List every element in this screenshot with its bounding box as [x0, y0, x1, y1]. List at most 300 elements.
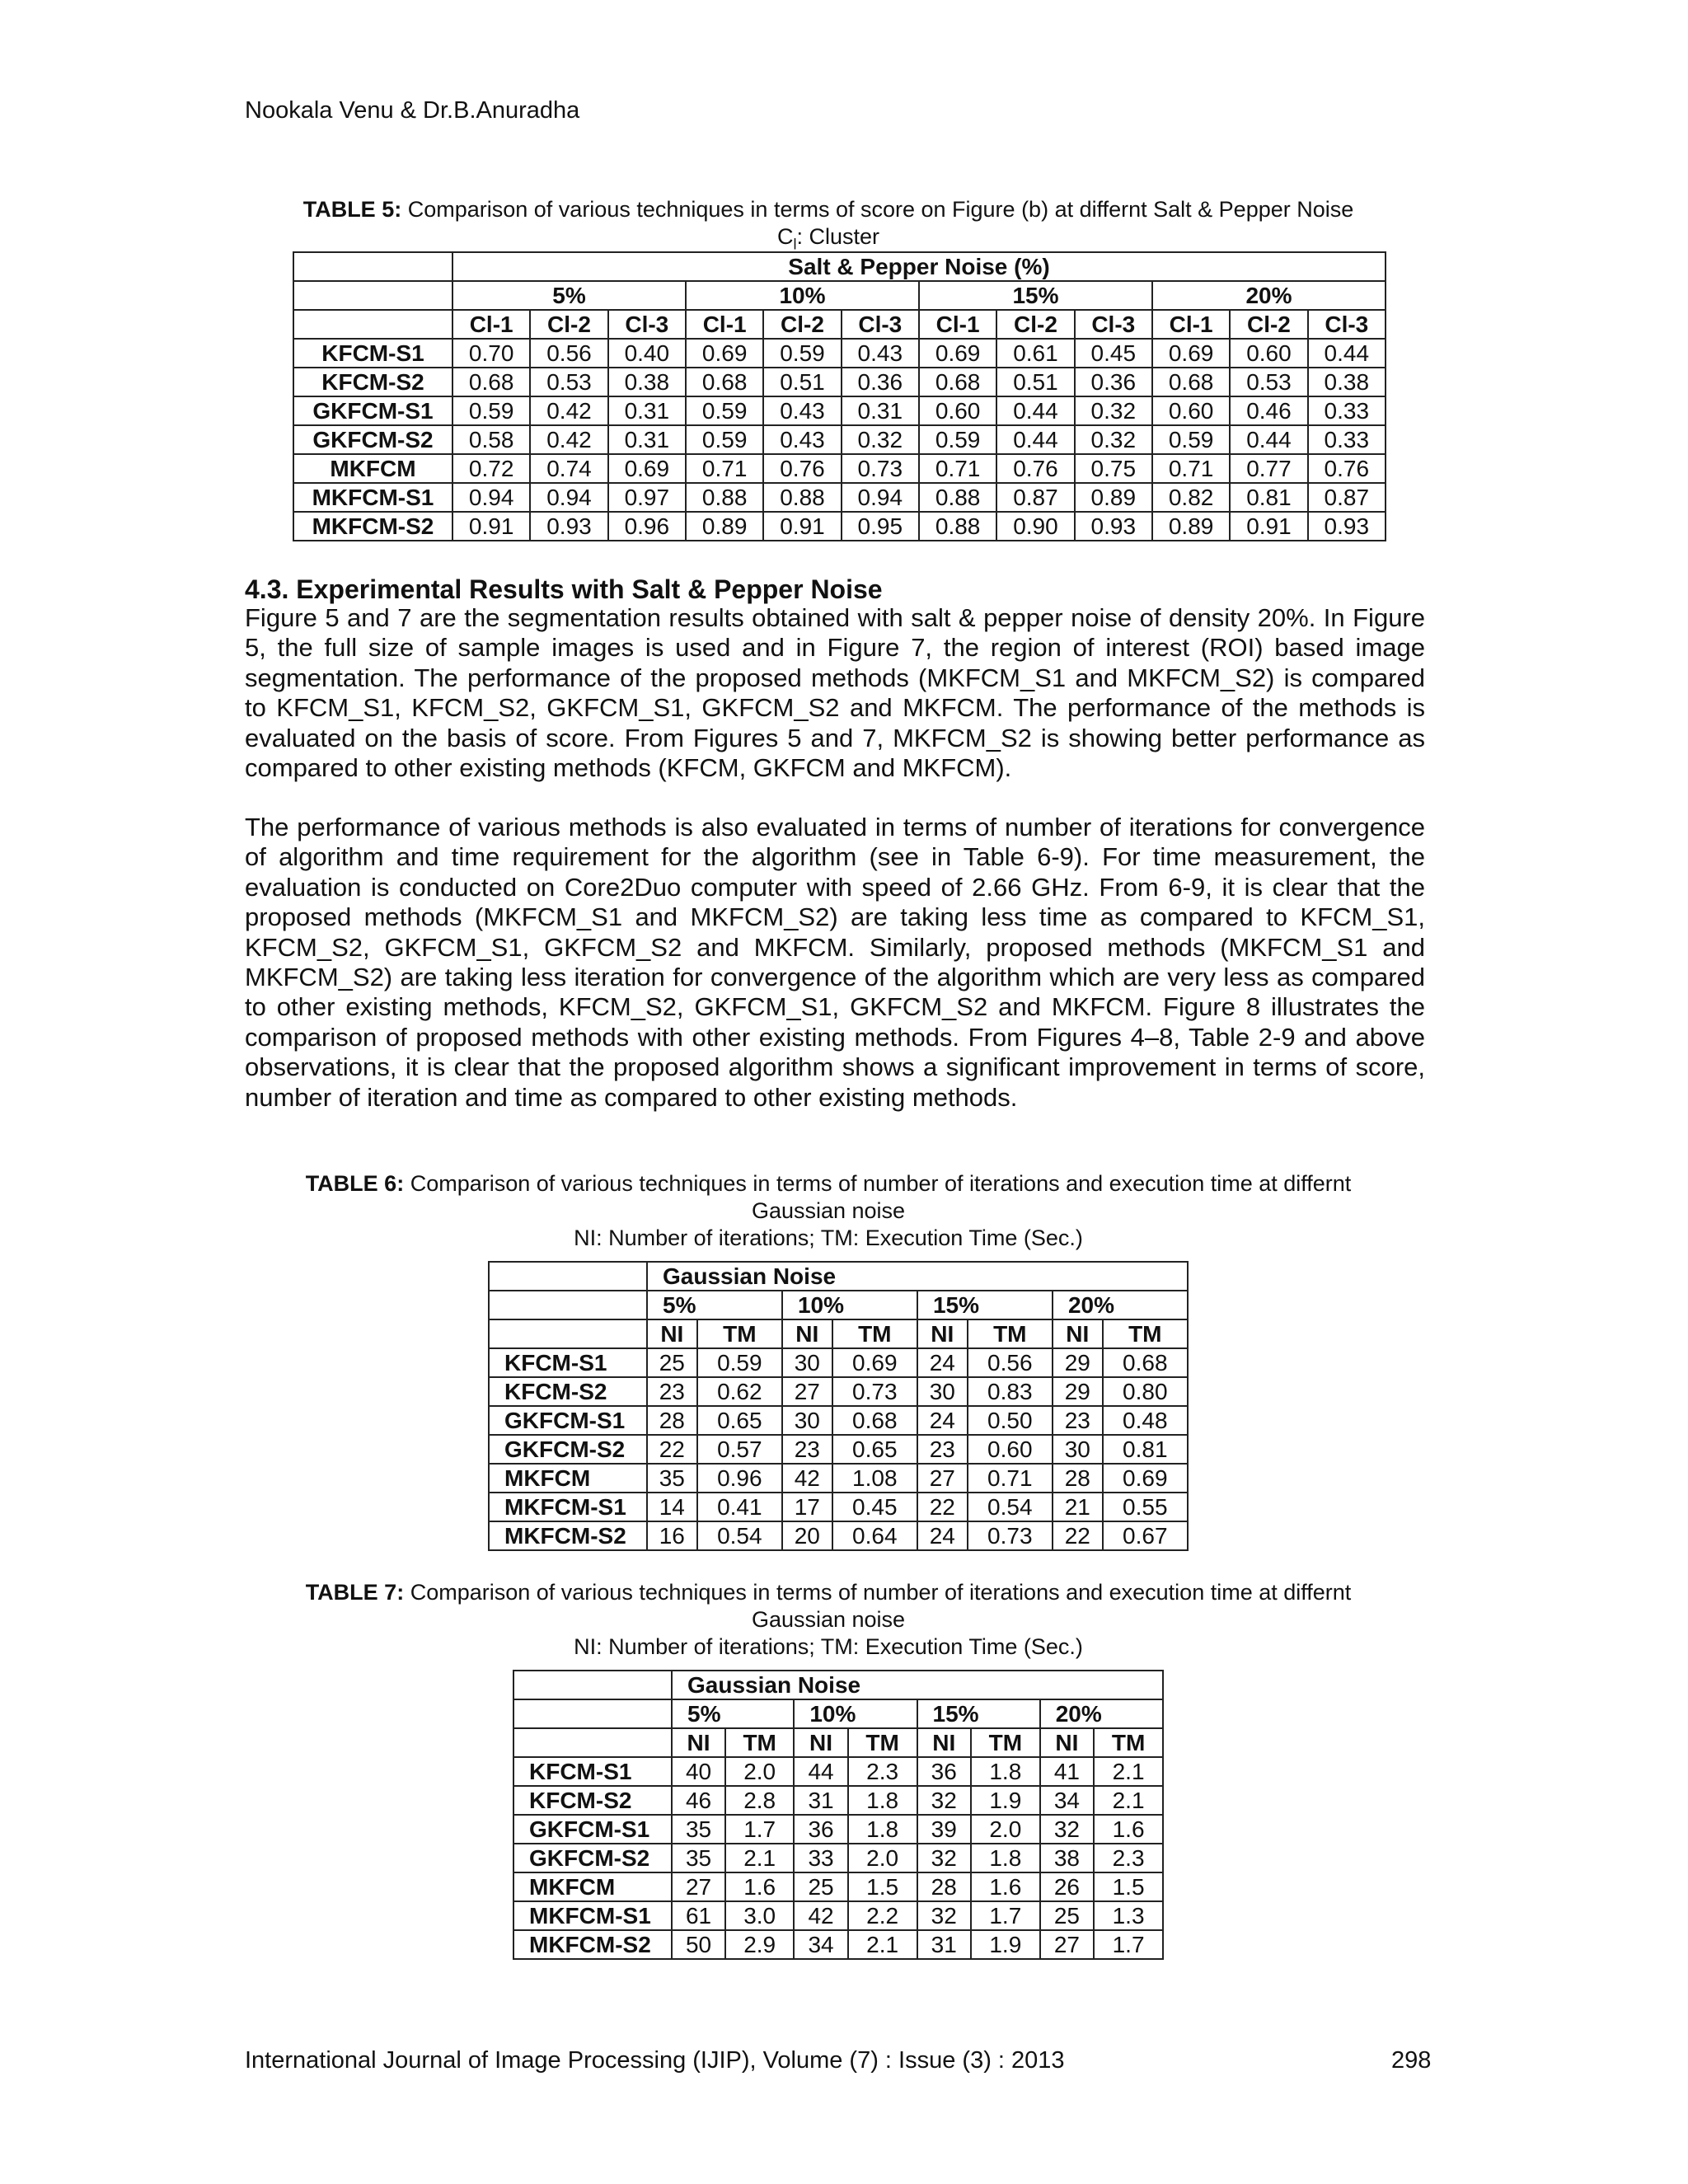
table5-cell: 0.46 [1230, 396, 1307, 425]
table6-corner-cell [489, 1291, 647, 1319]
table6-cell: 0.55 [1103, 1493, 1188, 1521]
table5-cell: 0.68 [452, 368, 530, 396]
table6-cell: 0.73 [968, 1521, 1053, 1550]
table5-cell: 0.43 [763, 425, 841, 454]
table5-cell: 0.73 [842, 454, 919, 483]
section-heading: 4.3. Experimental Results with Salt & Pepper Noise [245, 574, 883, 604]
table6-cell: 0.45 [832, 1493, 917, 1521]
table5-cell: 0.74 [530, 454, 607, 483]
table5-cell: 0.61 [996, 339, 1074, 368]
table6-cell: 0.67 [1103, 1521, 1188, 1550]
table5-body [293, 252, 1386, 541]
table6-cell: 28 [647, 1406, 697, 1435]
table7-body [513, 1671, 1163, 1959]
table7-cell: 1.6 [1094, 1815, 1163, 1844]
table6-caption-text: Comparison of various techniques in terms of number of iterations and execution time at differnt [410, 1171, 1352, 1196]
table5-row-label: GKFCM-S2 [293, 425, 452, 454]
table5-cell: 0.71 [1152, 454, 1230, 483]
table5-cell: 0.71 [686, 454, 763, 483]
section-paragraph-2: The performance of various methods is also evaluated in terms of number of iterations for convergence of algorithm and time requirement for the algorithm (see in Table 6-9). For time measurement, the evaluation is conducted on Core2Duo computer with speed of 2.66 GHz. From 6-9, it is clear that the proposed methods (MKFCM_S1 and MKFCM_S2) are taking less time as compared to KFCM_S1, KFCM_S2, GKFCM_S1, GKFCM_S2 and MKFCM. Similarly, proposed methods (MKFCM_S1 and MKFCM_S2) are taking less iteration for convergence of the algorithm which are very less as compared to other existing methods, KFCM_S2, GKFCM_S1, GKFCM_S2 and MKFCM. Figure 8 illustrates the comparison of proposed methods with other existing methods. From Figures 4–8, Table 2-9 and above observations, it is clear that the proposed algorithm shows a significant improvement in terms of score, number of iteration and time as compared to other existing methods. [245, 813, 1425, 1112]
table5-cell: 0.89 [1075, 483, 1152, 512]
table5-levels-row [293, 281, 1386, 310]
table6-body [489, 1262, 1188, 1550]
table6-corner-cell [489, 1319, 647, 1348]
table-row [293, 425, 1386, 454]
table6-cell: 0.69 [1103, 1464, 1188, 1493]
table5-level: 5% [452, 281, 686, 310]
table7-cell: 2.1 [848, 1930, 917, 1959]
table5-cell: 0.36 [842, 368, 919, 396]
table7-levels-row [513, 1699, 1163, 1728]
table5-cell: 0.91 [1230, 512, 1307, 541]
table5-subcol: Cl-1 [452, 310, 530, 339]
table-row [489, 1521, 1188, 1550]
table6-cell: 24 [917, 1406, 968, 1435]
table7-cell: 25 [794, 1872, 847, 1901]
table5-cell: 0.94 [842, 483, 919, 512]
table5-cell: 0.93 [530, 512, 607, 541]
table6-cell: 22 [917, 1493, 968, 1521]
table6-cell: 35 [647, 1464, 697, 1493]
table7-cell: 32 [917, 1786, 971, 1815]
table5-cell: 0.93 [1075, 512, 1152, 541]
table6-level: 10% [782, 1291, 917, 1319]
table5-cell: 0.44 [996, 425, 1074, 454]
table7-caption-label: TABLE 7: [305, 1580, 405, 1605]
table7 [513, 1670, 1164, 1960]
table5-cell: 0.81 [1230, 483, 1307, 512]
table5-subcol: Cl-3 [1075, 310, 1152, 339]
table7-subcol: NI [672, 1728, 725, 1757]
table5-cell: 0.94 [452, 483, 530, 512]
table7-cell: 2.1 [1094, 1786, 1163, 1815]
table5-cell: 0.45 [1075, 339, 1152, 368]
table5-cell: 0.42 [530, 396, 607, 425]
table7-cell: 1.9 [971, 1930, 1040, 1959]
table5-row-label: MKFCM-S2 [293, 512, 452, 541]
table5-row-label: MKFCM-S1 [293, 483, 452, 512]
table7-cell: 32 [1040, 1815, 1094, 1844]
table5-cell: 0.76 [1308, 454, 1386, 483]
table7-cell: 33 [794, 1844, 847, 1872]
table5-cell: 0.89 [686, 512, 763, 541]
table7-cell: 28 [917, 1872, 971, 1901]
table6-cell: 0.50 [968, 1406, 1053, 1435]
table7-group-header-row [513, 1671, 1163, 1699]
table6-subcol: NI [647, 1319, 697, 1348]
table6-row-label: MKFCM-S1 [489, 1493, 647, 1521]
table6-cell: 25 [647, 1348, 697, 1377]
table6-cell: 24 [917, 1521, 968, 1550]
table-row [513, 1815, 1163, 1844]
table5-caption-note-suffix: : Cluster [796, 224, 880, 249]
table6-cell: 0.41 [697, 1493, 782, 1521]
table6-cell: 16 [647, 1521, 697, 1550]
table6-cell: 0.64 [832, 1521, 917, 1550]
table7-caption-note: NI: Number of iterations; TM: Execution Time (Sec.) [574, 1634, 1083, 1659]
table5-cell: 0.96 [608, 512, 686, 541]
table-row [489, 1435, 1188, 1464]
table5-cell: 0.44 [996, 396, 1074, 425]
table7-cell: 35 [672, 1844, 725, 1872]
table7-level: 5% [672, 1699, 794, 1728]
table7-row-label: KFCM-S2 [513, 1786, 672, 1815]
table5-cell: 0.69 [608, 454, 686, 483]
table6-row-label: MKFCM-S2 [489, 1521, 647, 1550]
table5-cell: 0.56 [530, 339, 607, 368]
table5-cell: 0.76 [996, 454, 1074, 483]
table5-corner-cell [293, 281, 452, 310]
table5-caption-text: Comparison of various techniques in terms of score on Figure (b) at differnt Salt & Pepper Noise [407, 197, 1354, 222]
table7-cell: 1.3 [1094, 1901, 1163, 1930]
table5-cell: 0.31 [608, 396, 686, 425]
table-row [513, 1844, 1163, 1872]
table7-corner-cell [513, 1699, 672, 1728]
table7-cell: 36 [794, 1815, 847, 1844]
table5-cell: 0.44 [1308, 339, 1386, 368]
table6-cell: 0.80 [1103, 1377, 1188, 1406]
table5-cell: 0.53 [1230, 368, 1307, 396]
table-row [293, 396, 1386, 425]
table5-cell: 0.51 [763, 368, 841, 396]
table5-level: 20% [1152, 281, 1386, 310]
table5-cell: 0.40 [608, 339, 686, 368]
table5-row-label: GKFCM-S1 [293, 396, 452, 425]
table5-cell: 0.42 [530, 425, 607, 454]
table6-cell: 14 [647, 1493, 697, 1521]
table7-group-header: Gaussian Noise [672, 1671, 1163, 1699]
table7-cell: 1.7 [725, 1815, 794, 1844]
table7-cell: 1.7 [1094, 1930, 1163, 1959]
table5-row-label: MKFCM [293, 454, 452, 483]
table6-cell: 0.65 [697, 1406, 782, 1435]
table7-row-label: MKFCM-S2 [513, 1930, 672, 1959]
section-paragraph-1: Figure 5 and 7 are the segmentation results obtained with salt & pepper noise of density 20%. In Figure 5, the full size of sample images is used and in Figure 7, the region of interest (ROI) based image segmentation. The performance of the proposed methods (MKFCM_S1 and MKFCM_S2) is compared to KFCM_S1, KFCM_S2, GKFCM_S1, GKFCM_S2 and MKFCM. The performance of the methods is evaluated on the basis of score. From Figures 5 and 7, MKFCM_S2 is showing better performance as compared to other existing methods (KFCM, GKFCM and MKFCM). [245, 603, 1425, 783]
table7-cell: 2.2 [848, 1901, 917, 1930]
table5-cell: 0.59 [1152, 425, 1230, 454]
table6-cell: 24 [917, 1348, 968, 1377]
table6-level: 15% [917, 1291, 1053, 1319]
footer-page-number: 298 [1391, 2047, 1432, 2074]
table7-cell: 2.3 [848, 1757, 917, 1786]
table5-corner-cell [293, 310, 452, 339]
table6-corner-cell [489, 1262, 647, 1291]
table5 [293, 251, 1386, 541]
table7-cell: 32 [917, 1844, 971, 1872]
table7-row-label: GKFCM-S1 [513, 1815, 672, 1844]
running-header-author: Nookala Venu & Dr.B.Anuradha [245, 97, 580, 124]
table7-cell: 27 [1040, 1930, 1094, 1959]
table7-cell: 31 [794, 1786, 847, 1815]
table6-subcols-row [489, 1319, 1188, 1348]
table5-cell: 0.60 [1230, 339, 1307, 368]
table6-level: 5% [647, 1291, 782, 1319]
table5-cell: 0.51 [996, 368, 1074, 396]
table5-cell: 0.59 [686, 425, 763, 454]
table6-cell: 22 [1053, 1521, 1103, 1550]
table6-cell: 0.83 [968, 1377, 1053, 1406]
table5-cell: 0.82 [1152, 483, 1230, 512]
table6-cell: 27 [917, 1464, 968, 1493]
table5-cell: 0.91 [452, 512, 530, 541]
table7-cell: 2.1 [725, 1844, 794, 1872]
table6-subcol: TM [968, 1319, 1053, 1348]
table6-row-label: GKFCM-S1 [489, 1406, 647, 1435]
table6-cell: 22 [647, 1435, 697, 1464]
table6-cell: 0.59 [697, 1348, 782, 1377]
table6-subcol: TM [697, 1319, 782, 1348]
table6-caption-note: NI: Number of iterations; TM: Execution Time (Sec.) [574, 1226, 1083, 1250]
table6-cell: 28 [1053, 1464, 1103, 1493]
table7-caption-line2: Gaussian noise [751, 1607, 906, 1632]
table5-subcols-row [293, 310, 1386, 339]
table6-cell: 0.71 [968, 1464, 1053, 1493]
table6-cell: 0.54 [697, 1521, 782, 1550]
table6-row-label: KFCM-S2 [489, 1377, 647, 1406]
table6-caption-label: TABLE 6: [305, 1171, 405, 1196]
table-row [513, 1930, 1163, 1959]
table5-group-header-row [293, 252, 1386, 281]
table5-cell: 0.77 [1230, 454, 1307, 483]
table7-cell: 36 [917, 1757, 971, 1786]
table6-cell: 0.48 [1103, 1406, 1188, 1435]
table7-cell: 42 [794, 1901, 847, 1930]
table5-cell: 0.60 [1152, 396, 1230, 425]
table7-level: 15% [917, 1699, 1040, 1728]
table7-cell: 1.8 [848, 1786, 917, 1815]
table5-cell: 0.72 [452, 454, 530, 483]
table6-caption [231, 1170, 1426, 1197]
table7-cell: 34 [1040, 1786, 1094, 1815]
table6-cell: 0.69 [832, 1348, 917, 1377]
table7-caption [231, 1579, 1426, 1606]
table5-cell: 0.44 [1230, 425, 1307, 454]
table5-cell: 0.53 [530, 368, 607, 396]
table7-cell: 39 [917, 1815, 971, 1844]
table7-cell: 1.8 [971, 1757, 1040, 1786]
table-row [513, 1872, 1163, 1901]
table5-cell: 0.87 [996, 483, 1074, 512]
table5-subcol: Cl-2 [996, 310, 1074, 339]
table6-cell: 0.57 [697, 1435, 782, 1464]
table5-cell: 0.70 [452, 339, 530, 368]
table5-subcol: Cl-2 [1230, 310, 1307, 339]
table-row [489, 1493, 1188, 1521]
table5-level: 10% [686, 281, 919, 310]
table-row [513, 1786, 1163, 1815]
table7-level: 20% [1040, 1699, 1163, 1728]
table7-cell: 2.8 [725, 1786, 794, 1815]
table6-cell: 0.81 [1103, 1435, 1188, 1464]
table5-caption [231, 196, 1426, 223]
table5-cell: 0.68 [919, 368, 996, 396]
table7-cell: 27 [672, 1872, 725, 1901]
table7-cell: 61 [672, 1901, 725, 1930]
table7-cell: 3.0 [725, 1901, 794, 1930]
table6-cell: 29 [1053, 1377, 1103, 1406]
table5-level: 15% [919, 281, 1152, 310]
table7-cell: 26 [1040, 1872, 1094, 1901]
table5-cell: 0.59 [452, 396, 530, 425]
table7-row-label: MKFCM [513, 1872, 672, 1901]
table5-cell: 0.43 [763, 396, 841, 425]
table5-cell: 0.75 [1075, 454, 1152, 483]
table7-corner-cell [513, 1671, 672, 1699]
table6-cell: 23 [917, 1435, 968, 1464]
table7-cell: 1.6 [971, 1872, 1040, 1901]
table6-cell: 0.62 [697, 1377, 782, 1406]
table6-cell: 23 [782, 1435, 832, 1464]
table6-cell: 0.73 [832, 1377, 917, 1406]
table7-cell: 2.0 [725, 1757, 794, 1786]
table6-subcol: NI [1053, 1319, 1103, 1348]
table6-row-label: GKFCM-S2 [489, 1435, 647, 1464]
table7-cell: 50 [672, 1930, 725, 1959]
table6-cell: 23 [1053, 1406, 1103, 1435]
table5-subcol: Cl-3 [1308, 310, 1386, 339]
table7-subcols-row [513, 1728, 1163, 1757]
table6-cell: 0.68 [1103, 1348, 1188, 1377]
table5-cell: 0.88 [919, 512, 996, 541]
table7-cell: 2.0 [971, 1815, 1040, 1844]
table5-cell: 0.58 [452, 425, 530, 454]
table-row [489, 1406, 1188, 1435]
table7-cell: 32 [917, 1901, 971, 1930]
table5-cell: 0.38 [1308, 368, 1386, 396]
table5-cell: 0.38 [608, 368, 686, 396]
table5-subcol: Cl-3 [842, 310, 919, 339]
table7-cell: 31 [917, 1930, 971, 1959]
table6-cell: 27 [782, 1377, 832, 1406]
table7-subcol: TM [848, 1728, 917, 1757]
table-row [513, 1757, 1163, 1786]
table6-subcol: NI [782, 1319, 832, 1348]
table5-cell: 0.71 [919, 454, 996, 483]
table7-subcol: TM [1094, 1728, 1163, 1757]
table7-row-label: KFCM-S1 [513, 1757, 672, 1786]
table6-caption-line2: Gaussian noise [751, 1198, 906, 1223]
table5-caption-note-sub: l [793, 236, 797, 253]
table7-subcol: TM [971, 1728, 1040, 1757]
table5-cell: 0.69 [1152, 339, 1230, 368]
table5-cell: 0.76 [763, 454, 841, 483]
table6-cell: 30 [1053, 1435, 1103, 1464]
table5-subcol: Cl-1 [686, 310, 763, 339]
table5-caption-label: TABLE 5: [302, 197, 402, 222]
table5-subcol: Cl-1 [1152, 310, 1230, 339]
table6-cell: 23 [647, 1377, 697, 1406]
table7-row-label: GKFCM-S2 [513, 1844, 672, 1872]
table5-cell: 0.91 [763, 512, 841, 541]
table6-cell: 0.54 [968, 1493, 1053, 1521]
table5-cell: 0.43 [842, 339, 919, 368]
table7-cell: 35 [672, 1815, 725, 1844]
table5-corner-cell [293, 252, 452, 281]
table6-cell: 20 [782, 1521, 832, 1550]
table5-cell: 0.88 [919, 483, 996, 512]
table5-cell: 0.94 [530, 483, 607, 512]
table6-subcol: NI [917, 1319, 968, 1348]
table5-cell: 0.95 [842, 512, 919, 541]
table-row [489, 1348, 1188, 1377]
table6-level: 20% [1053, 1291, 1188, 1319]
table5-cell: 0.59 [919, 425, 996, 454]
table7-cell: 2.0 [848, 1844, 917, 1872]
table7-cell: 2.1 [1094, 1757, 1163, 1786]
table6-cell: 29 [1053, 1348, 1103, 1377]
table5-subcol: Cl-3 [608, 310, 686, 339]
table6-cell: 17 [782, 1493, 832, 1521]
table7-cell: 1.6 [725, 1872, 794, 1901]
table7-cell: 1.9 [971, 1786, 1040, 1815]
table-row [293, 483, 1386, 512]
footer-journal: International Journal of Image Processing (IJIP), Volume (7) : Issue (3) : 2013 [245, 2047, 1065, 2074]
table6-cell: 21 [1053, 1493, 1103, 1521]
table6-cell: 0.96 [697, 1464, 782, 1493]
table-row [293, 454, 1386, 483]
table6-row-label: KFCM-S1 [489, 1348, 647, 1377]
table5-caption-note-prefix: C [776, 224, 794, 249]
table7-subcol: NI [917, 1728, 971, 1757]
table7-cell: 46 [672, 1786, 725, 1815]
table6-cell: 0.56 [968, 1348, 1053, 1377]
table6-cell: 30 [782, 1348, 832, 1377]
table7-cell: 41 [1040, 1757, 1094, 1786]
table7-cell: 2.3 [1094, 1844, 1163, 1872]
table7-cell: 1.8 [971, 1844, 1040, 1872]
table7-cell: 1.7 [971, 1901, 1040, 1930]
table7-cell: 1.8 [848, 1815, 917, 1844]
table5-cell: 0.32 [842, 425, 919, 454]
table-row [293, 368, 1386, 396]
table5-cell: 0.68 [686, 368, 763, 396]
table6-cell: 0.68 [832, 1406, 917, 1435]
table6 [488, 1261, 1189, 1551]
table5-cell: 0.59 [763, 339, 841, 368]
table5-cell: 0.88 [763, 483, 841, 512]
table7-cell: 25 [1040, 1901, 1094, 1930]
table7-cell: 38 [1040, 1844, 1094, 1872]
table5-cell: 0.31 [608, 425, 686, 454]
table6-group-header: Gaussian Noise [647, 1262, 1188, 1291]
table6-cell: 0.60 [968, 1435, 1053, 1464]
table7-cell: 1.5 [848, 1872, 917, 1901]
table7-cell: 40 [672, 1757, 725, 1786]
table5-cell: 0.32 [1075, 396, 1152, 425]
table5-cell: 0.69 [919, 339, 996, 368]
table6-cell: 1.08 [832, 1464, 917, 1493]
table5-subcol: Cl-2 [763, 310, 841, 339]
table7-cell: 44 [794, 1757, 847, 1786]
table7-row-label: MKFCM-S1 [513, 1901, 672, 1930]
table5-row-label: KFCM-S1 [293, 339, 452, 368]
table7-subcol: NI [794, 1728, 847, 1757]
table5-cell: 0.97 [608, 483, 686, 512]
table5-cell: 0.90 [996, 512, 1074, 541]
table5-subcol: Cl-2 [530, 310, 607, 339]
table-row [489, 1464, 1188, 1493]
table7-cell: 34 [794, 1930, 847, 1959]
table6-cell: 30 [782, 1406, 832, 1435]
table-row [293, 339, 1386, 368]
table7-level: 10% [794, 1699, 917, 1728]
table-row [513, 1901, 1163, 1930]
table5-cell: 0.59 [686, 396, 763, 425]
table6-subcol: TM [832, 1319, 917, 1348]
table5-cell: 0.36 [1075, 368, 1152, 396]
table7-caption-text: Comparison of various techniques in terms of number of iterations and execution time at differnt [410, 1580, 1352, 1605]
table5-cell: 0.89 [1152, 512, 1230, 541]
